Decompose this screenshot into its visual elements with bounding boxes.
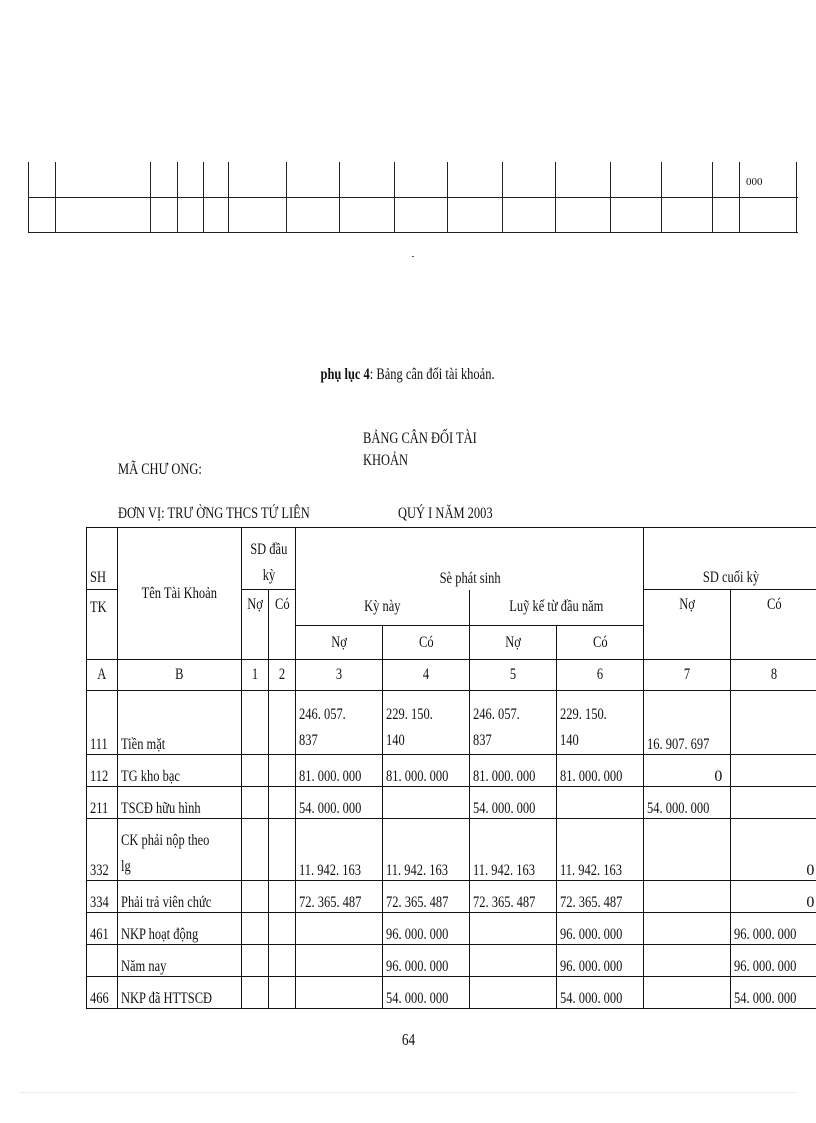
closing-debit (644, 945, 731, 977)
account-name: Tiền mặt (118, 691, 242, 755)
closing-debit: 54. 000. 000 (644, 787, 731, 819)
opening-debit (241, 755, 268, 787)
ytd-credit: 54. 000. 000 (557, 977, 644, 1009)
account-code: 211 (87, 787, 118, 819)
ytd-debit (470, 913, 557, 945)
table-row (87, 945, 816, 977)
column-code-row (87, 660, 816, 691)
stray-dot (412, 256, 414, 257)
table-row (87, 787, 816, 819)
table-row (87, 691, 816, 755)
opening-credit (269, 755, 296, 787)
closing-credit: 54. 000. 000 (731, 977, 816, 1009)
closing-debit (644, 819, 731, 881)
closing-debit: 16. 907. 697 (644, 691, 731, 755)
ytd-credit: 96. 000. 000 (557, 945, 644, 977)
opening-debit (241, 913, 268, 945)
table-rule (228, 162, 229, 233)
period-credit: 96. 000. 000 (383, 913, 470, 945)
table-row (87, 977, 816, 1009)
ytd-credit: 72. 365. 487 (557, 881, 644, 913)
closing-credit (731, 755, 816, 787)
period-credit: 11. 942. 163 (383, 819, 470, 881)
closing-credit: 0 (731, 881, 816, 913)
table-rule (177, 162, 178, 233)
opening-credit (269, 691, 296, 755)
opening-credit (269, 881, 296, 913)
closing-credit: 96. 000. 000 (731, 945, 816, 977)
period-credit: 96. 000. 000 (383, 945, 470, 977)
opening-debit (241, 977, 268, 1009)
don-vi (118, 503, 364, 525)
table-rule (447, 162, 448, 233)
table-rule (394, 162, 395, 233)
opening-credit (269, 819, 296, 881)
period-text: QUÝ I NĂM 2003 (398, 505, 493, 522)
table-rule (339, 162, 340, 233)
ma-chuong (118, 459, 226, 481)
opening-credit (269, 787, 296, 819)
header-account-name: Tên Tài Khoản (118, 528, 242, 660)
table-rule (712, 162, 713, 233)
header-opening-debit: Nợ (241, 590, 268, 660)
column-code: 1 (241, 660, 268, 691)
account-name: CK phải nộp theo lg (118, 819, 242, 881)
appendix-title (0, 366, 816, 384)
table-rule (28, 197, 798, 198)
table-row (87, 755, 816, 787)
header-closing-credit: Có (731, 590, 816, 660)
header-ytd-debit: Nợ (470, 626, 557, 660)
closing-credit: 0 (731, 819, 816, 881)
account-name: TSCĐ hữu hình (118, 787, 242, 819)
period-debit: 11. 942. 163 (296, 819, 383, 881)
period-debit (296, 977, 383, 1009)
header-sh: SH (87, 528, 118, 590)
opening-credit (269, 977, 296, 1009)
column-code: A (87, 660, 118, 691)
table-rule (150, 162, 151, 233)
period-debit: 81. 000. 000 (296, 755, 383, 787)
table-rule (28, 162, 29, 233)
account-code: 332 (87, 819, 118, 881)
period-credit: 81. 000. 000 (383, 755, 470, 787)
document-title-line1: BẢNG CÂN ĐỐI TÀI (363, 430, 477, 447)
ytd-credit (557, 787, 644, 819)
account-code: 334 (87, 881, 118, 913)
period (398, 503, 519, 525)
account-name: NKP hoạt động (118, 913, 242, 945)
table-rule (55, 162, 56, 233)
column-code: 4 (383, 660, 470, 691)
header-ytd-credit: Có (557, 626, 644, 660)
table-rule (203, 162, 204, 233)
opening-debit (241, 819, 268, 881)
ytd-debit: 54. 000. 000 (470, 787, 557, 819)
column-code: 6 (557, 660, 644, 691)
table-rule (661, 162, 662, 233)
blank-cell (87, 626, 118, 660)
document-title (363, 428, 509, 472)
document-title-line2: KHOẢN (363, 452, 409, 469)
header-this-period: Kỳ này (296, 590, 470, 626)
column-code: B (118, 660, 242, 691)
ma-chuong-text: MÃ CHƯ ONG: (118, 461, 202, 478)
ytd-credit: 229. 150. 140 (557, 691, 644, 755)
previous-table-fragment (28, 162, 798, 234)
period-debit: 246. 057. 837 (296, 691, 383, 755)
table-rule (796, 162, 797, 233)
column-code: 2 (269, 660, 296, 691)
account-name: TG kho bạc (118, 755, 242, 787)
period-credit: 229. 150. 140 (383, 691, 470, 755)
header-row (87, 528, 816, 590)
header-period-debit: Nợ (296, 626, 383, 660)
ytd-debit (470, 977, 557, 1009)
account-name: Năm nay (118, 945, 242, 977)
header-closing-balance: SD cuối kỳ (644, 528, 816, 590)
opening-debit (241, 945, 268, 977)
header-opening-balance: SD đầu kỳ (241, 528, 296, 590)
table-row (87, 913, 816, 945)
table-rule (502, 162, 503, 233)
account-code (87, 945, 118, 977)
account-code: 111 (87, 691, 118, 755)
period-debit (296, 913, 383, 945)
ytd-debit: 81. 000. 000 (470, 755, 557, 787)
ytd-debit: 246. 057. 837 (470, 691, 557, 755)
appendix-label: phụ lục 4 (320, 366, 371, 383)
ytd-debit: 11. 942. 163 (470, 819, 557, 881)
page-number: 64 (401, 1030, 415, 1049)
period-debit: 72. 365. 487 (296, 881, 383, 913)
don-vi-text: ĐƠN VỊ: TRƯ ỜNG THCS TỨ LIÊN (118, 505, 310, 522)
table-rule (739, 162, 740, 233)
column-code: 3 (296, 660, 383, 691)
header-opening-credit: Có (269, 590, 296, 660)
opening-credit (269, 913, 296, 945)
opening-debit (241, 691, 268, 755)
fragment-cell-text: 000 (746, 176, 763, 188)
closing-debit (644, 977, 731, 1009)
closing-credit (731, 787, 816, 819)
closing-credit (731, 691, 816, 755)
header-transactions: Sè phát sinh (296, 528, 644, 590)
closing-credit: 96. 000. 000 (731, 913, 816, 945)
period-debit: 54. 000. 000 (296, 787, 383, 819)
table-row (87, 819, 816, 881)
column-code: 5 (470, 660, 557, 691)
table-row (87, 881, 816, 913)
table-rule (610, 162, 611, 233)
ytd-credit: 96. 000. 000 (557, 913, 644, 945)
appendix-caption: : Bảng cân đối tài khoản. (370, 366, 496, 383)
opening-debit (241, 787, 268, 819)
period-credit: 54. 000. 000 (383, 977, 470, 1009)
table-rule (286, 162, 287, 233)
ytd-credit: 81. 000. 000 (557, 755, 644, 787)
opening-debit (241, 881, 268, 913)
closing-debit (644, 913, 731, 945)
table-rule (555, 162, 556, 233)
table-rule (28, 232, 798, 233)
period-debit (296, 945, 383, 977)
account-code: 466 (87, 977, 118, 1009)
closing-debit: 0 (644, 755, 731, 787)
ytd-debit: 72. 365. 487 (470, 881, 557, 913)
header-year-to-date: Luỹ kế từ đầu năm (470, 590, 644, 626)
column-code: 8 (731, 660, 816, 691)
opening-credit (269, 945, 296, 977)
period-credit (383, 787, 470, 819)
account-code: 112 (87, 755, 118, 787)
header-tk: TK (87, 590, 118, 626)
ytd-credit: 11. 942. 163 (557, 819, 644, 881)
account-code: 461 (87, 913, 118, 945)
footer-rule (20, 1092, 796, 1093)
account-name: Phải trả viên chức (118, 881, 242, 913)
header-closing-debit: Nợ (644, 590, 731, 660)
balance-table (86, 527, 816, 1009)
ytd-debit (470, 945, 557, 977)
closing-debit (644, 881, 731, 913)
header-period-credit: Có (383, 626, 470, 660)
account-name: NKP đã HTTSCĐ (118, 977, 242, 1009)
column-code: 7 (644, 660, 731, 691)
period-credit: 72. 365. 487 (383, 881, 470, 913)
